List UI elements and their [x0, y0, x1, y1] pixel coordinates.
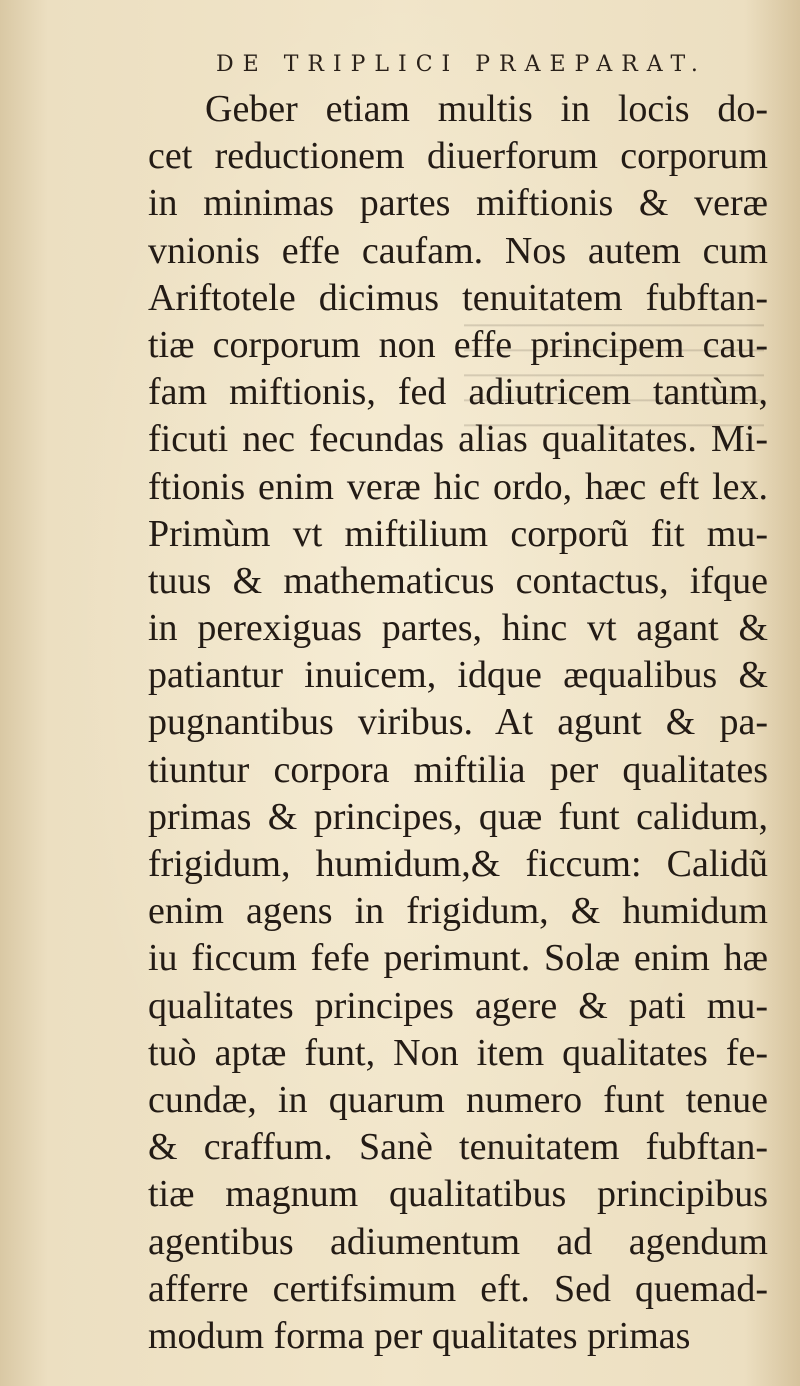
text-line: & craffum. Sanè tenuitatem fubftan- — [148, 1126, 768, 1169]
text-line: Geber etiam multis in locis do- — [205, 88, 768, 130]
text-line: qualitates principes agere & pati mu- — [148, 984, 768, 1027]
running-head: DE TRIPLICI PRAEPARAT. — [216, 52, 707, 77]
text-line: frigidum, humidum,& ficcum: Calidũ — [148, 843, 768, 885]
text-line: tiæ magnum qualitatibus principibus — [148, 1173, 768, 1216]
text-line: primas & principes, quæ funt calidum, — [148, 795, 768, 838]
text-line: vnionis effe caufam. Nos autem cum — [148, 229, 768, 272]
text-line: cundæ, in quarum numero funt tenue — [148, 1078, 768, 1121]
text-line: cet reductionem diuerforum corporum — [148, 135, 768, 178]
text-line: tuus & mathematicus contactus, ifque — [148, 559, 768, 602]
text-line: iu ficcum fefe perimunt. Solæ enim hæ — [148, 937, 768, 980]
text-line: in minimas partes miftionis & veræ — [148, 182, 768, 225]
text-line: tiuntur corpora miftilia per qualitates — [148, 748, 768, 791]
text-line: Primùm vt miftilium corporũ fit mu- — [148, 512, 768, 555]
text-line: pugnantibus viribus. At agunt & pa- — [148, 701, 768, 744]
text-line: afferre certifsimum eft. Sed quemad- — [148, 1267, 768, 1310]
text-line: modum forma per qualitates primas — [148, 1314, 691, 1357]
text-line: agentibus adiumentum ad agendum — [148, 1220, 768, 1263]
text-line: patiantur inuicem, idque æqualibus & — [148, 654, 768, 697]
text-line: enim agens in frigidum, & humidum — [148, 890, 768, 933]
text-line: tiæ corporum non effe principem cau- — [148, 323, 768, 366]
body-text — [148, 86, 768, 1360]
text-line: ftionis enim veræ hic ordo, hæc eft lex. — [148, 465, 768, 508]
text-line: fam miftionis, fed adiutricem tantùm, — [148, 371, 768, 414]
text-line: Ariftotele dicimus tenuitatem fubftan- — [148, 276, 768, 319]
text-line: in perexiguas partes, hinc vt agant & — [148, 607, 768, 650]
text-line: tuò aptæ funt, Non item qualitates fe- — [148, 1031, 768, 1074]
text-line: ficuti nec fecundas alias qualitates. Mi- — [148, 418, 768, 461]
